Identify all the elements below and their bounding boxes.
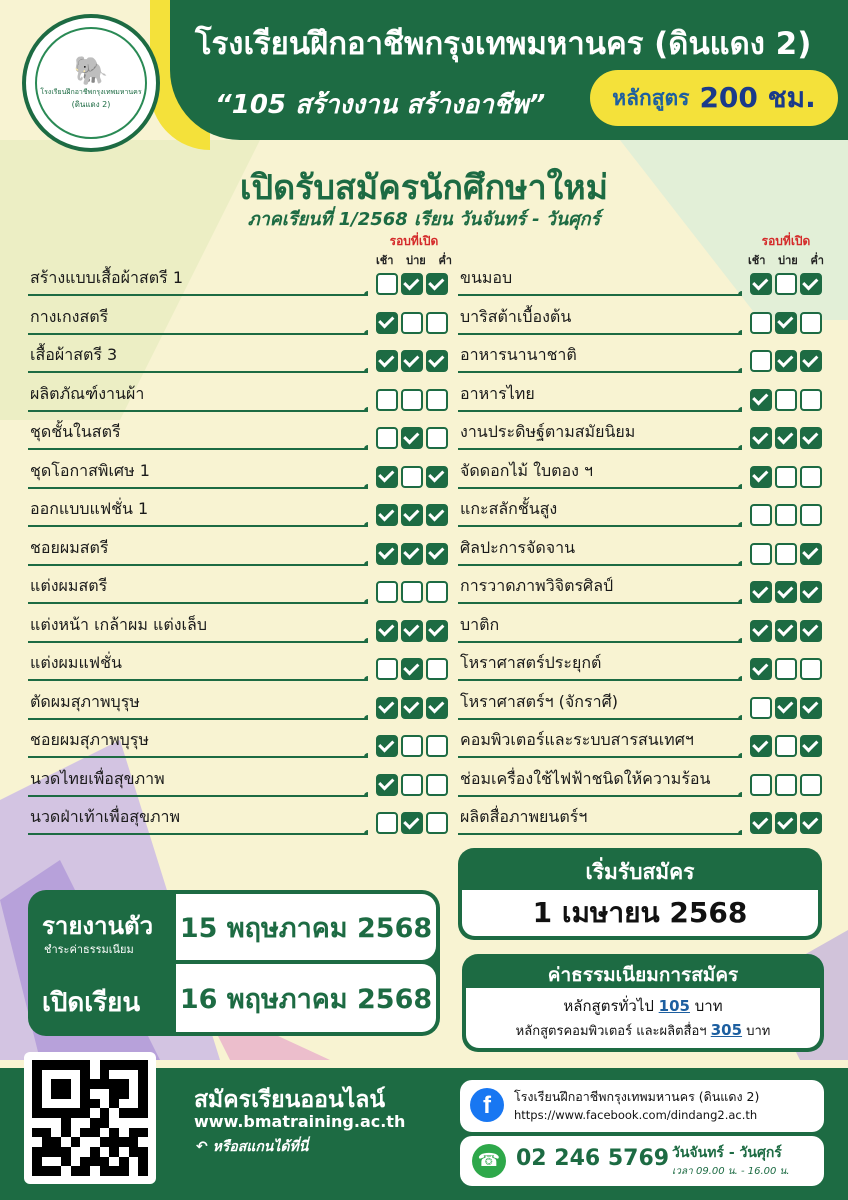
round-checkboxes <box>750 312 822 335</box>
course-name: งานประดิษฐ์ตามสมัยนิยม <box>458 420 742 450</box>
course-hours-badge <box>590 70 838 126</box>
round-morning-checkbox <box>376 312 398 334</box>
round-afternoon-checkbox <box>401 543 423 565</box>
round-morning-checkbox <box>376 273 398 295</box>
course-row <box>458 797 822 835</box>
round-evening: ค่ำ <box>810 254 824 267</box>
course-name: ขนมอบ <box>458 266 742 296</box>
round-checkboxes <box>750 350 822 373</box>
round-checkboxes <box>376 812 448 835</box>
arrow-icon: ↶ <box>196 1139 213 1155</box>
round-checkboxes <box>376 466 448 489</box>
report-date: 15 พฤษภาคม 2568 <box>176 894 436 960</box>
round-morning-checkbox <box>376 735 398 757</box>
round-morning-checkbox <box>750 273 772 295</box>
course-name: โหราศาสตร์ประยุกต์ <box>458 651 742 681</box>
round-evening-checkbox <box>426 812 448 834</box>
round-afternoon: บ่าย <box>406 254 426 267</box>
round-afternoon-checkbox <box>401 389 423 411</box>
facebook-url-link[interactable]: https://www.facebook.com/dindang2.ac.th <box>514 1108 758 1122</box>
start-panel <box>458 848 822 940</box>
facebook-card[interactable] <box>460 1080 824 1132</box>
round-morning: เช้า <box>748 254 766 267</box>
round-morning-checkbox <box>750 658 772 680</box>
phone-icon: ☎ <box>472 1144 506 1178</box>
round-evening-checkbox <box>800 350 822 372</box>
course-name: ชุดโอกาสพิเศษ 1 <box>28 459 368 489</box>
round-checkboxes <box>376 620 448 643</box>
round-morning-checkbox <box>750 774 772 796</box>
round-evening-checkbox <box>800 427 822 449</box>
round-checkboxes <box>750 427 822 450</box>
round-evening-checkbox <box>800 812 822 834</box>
round-checkboxes <box>750 735 822 758</box>
fee-general-amount: 105 <box>658 997 690 1015</box>
course-row <box>458 528 822 566</box>
round-afternoon-checkbox <box>401 658 423 680</box>
course-row <box>28 759 448 797</box>
round-label: รอบที่เปิด <box>761 234 811 248</box>
round-morning-checkbox <box>750 504 772 526</box>
round-checkboxes <box>376 427 448 450</box>
course-row <box>28 374 448 412</box>
round-afternoon-checkbox <box>775 735 797 757</box>
round-morning-checkbox <box>376 543 398 565</box>
course-name: ผลิตภัณฑ์งานผ้า <box>28 382 368 412</box>
round-afternoon-checkbox <box>775 273 797 295</box>
round-afternoon: บ่าย <box>778 254 798 267</box>
course-row <box>28 643 448 681</box>
round-evening-checkbox <box>800 504 822 526</box>
page-title: เปิดรับสมัครนักศึกษาใหม่ <box>239 168 609 208</box>
course-name: ชอยผมสุภาพบุรุษ <box>28 728 368 758</box>
round-morning-checkbox <box>750 697 772 719</box>
round-evening-checkbox <box>426 273 448 295</box>
course-name: นวดฝ่าเท้าเพื่อสุขภาพ <box>28 805 368 835</box>
round-evening-checkbox <box>426 427 448 449</box>
round-morning-checkbox <box>376 812 398 834</box>
round-morning-checkbox <box>750 427 772 449</box>
round-checkboxes <box>750 812 822 835</box>
facebook-icon: f <box>470 1088 504 1122</box>
round-checkboxes <box>750 581 822 604</box>
round-evening-checkbox <box>800 466 822 488</box>
course-name: บาติก <box>458 613 742 643</box>
round-checkboxes <box>750 543 822 566</box>
round-afternoon-checkbox <box>775 620 797 642</box>
round-evening-checkbox <box>800 312 822 334</box>
course-hours: 200 ชม. <box>699 81 816 114</box>
round-afternoon-checkbox <box>775 504 797 526</box>
course-row <box>458 489 822 527</box>
round-checkboxes <box>750 774 822 797</box>
fee-general-label: หลักสูตรทั่วไป <box>563 997 654 1015</box>
round-afternoon-checkbox <box>775 697 797 719</box>
fee-computer-label: หลักสูตรคอมพิวเตอร์ และผลิตสื่อฯ <box>515 1024 707 1039</box>
round-checkboxes <box>750 466 822 489</box>
course-row <box>28 412 448 450</box>
office-days: วันจันทร์ - วันศุกร์ <box>672 1145 782 1161</box>
course-row <box>458 759 822 797</box>
round-checkboxes <box>376 581 448 604</box>
round-checkboxes <box>376 312 448 335</box>
fee-unit: บาท <box>746 1024 771 1039</box>
register-url-link[interactable]: www.bmatraining.ac.th <box>194 1112 406 1131</box>
round-evening-checkbox <box>800 735 822 757</box>
round-checkboxes <box>376 735 448 758</box>
schedule-panel <box>28 890 440 1036</box>
scan-hint <box>196 1136 308 1158</box>
round-evening-checkbox <box>800 389 822 411</box>
round-evening-checkbox <box>426 350 448 372</box>
round-morning-checkbox <box>376 504 398 526</box>
round-label: รอบที่เปิด <box>389 234 439 248</box>
course-name: จัดดอกไม้ ใบตอง ฯ <box>458 459 742 489</box>
round-evening-checkbox <box>426 312 448 334</box>
round-morning-checkbox <box>376 697 398 719</box>
elephant-emblem-icon: 🐘 <box>73 54 109 87</box>
round-evening-checkbox <box>426 774 448 796</box>
register-online-label: สมัครเรียนออนไลน์ <box>194 1087 386 1113</box>
phone-card[interactable] <box>460 1136 824 1186</box>
course-row <box>458 335 822 373</box>
round-afternoon-checkbox <box>401 774 423 796</box>
start-label: เริ่มรับสมัคร <box>585 860 695 884</box>
course-row <box>458 258 822 296</box>
course-name: กางเกงสตรี <box>28 305 368 335</box>
round-checkboxes <box>376 658 448 681</box>
fee-label: ค่าธรรมเนียมการสมัคร <box>547 964 739 986</box>
round-evening-checkbox <box>800 658 822 680</box>
round-morning-checkbox <box>750 543 772 565</box>
course-row <box>28 258 448 296</box>
round-morning-checkbox <box>376 774 398 796</box>
round-evening-checkbox <box>426 543 448 565</box>
round-checkboxes <box>376 273 448 296</box>
course-row <box>458 451 822 489</box>
course-name: ผลิตสื่อภาพยนตร์ฯ <box>458 805 742 835</box>
course-row <box>458 297 822 335</box>
round-checkboxes <box>750 658 822 681</box>
slogan: “105 สร้างงาน สร้างอาชีพ” <box>215 90 546 120</box>
round-afternoon-checkbox <box>401 812 423 834</box>
round-checkboxes <box>750 620 822 643</box>
course-name: อาหารนานาชาติ <box>458 343 742 373</box>
round-afternoon-checkbox <box>775 312 797 334</box>
round-morning-checkbox <box>750 350 772 372</box>
fee-unit: บาท <box>694 997 723 1015</box>
round-afternoon-checkbox <box>401 581 423 603</box>
round-evening-checkbox <box>800 273 822 295</box>
round-afternoon-checkbox <box>775 812 797 834</box>
round-evening-checkbox <box>426 620 448 642</box>
round-evening-checkbox <box>800 697 822 719</box>
round-morning-checkbox <box>376 466 398 488</box>
round-evening-checkbox <box>426 658 448 680</box>
course-name: แต่งหน้า เกล้าผม แต่งเล็บ <box>28 613 368 643</box>
start-date: 1 เมษายน 2568 <box>462 890 818 936</box>
round-evening: ค่ำ <box>438 254 452 267</box>
round-evening-checkbox <box>800 774 822 796</box>
round-afternoon-checkbox <box>401 273 423 295</box>
office-hours: เวลา 09.00 น. - 16.00 น. <box>672 1166 790 1177</box>
round-evening-checkbox <box>800 620 822 642</box>
phone-number[interactable]: 02 246 5769 <box>516 1146 670 1171</box>
open-date: 16 พฤษภาคม 2568 <box>176 964 436 1032</box>
fee-panel <box>462 954 824 1052</box>
round-checkboxes <box>376 504 448 527</box>
course-row <box>458 643 822 681</box>
round-afternoon-checkbox <box>401 312 423 334</box>
round-morning-checkbox <box>750 466 772 488</box>
round-afternoon-checkbox <box>401 466 423 488</box>
round-evening-checkbox <box>426 697 448 719</box>
course-name: เสื้อผ้าสตรี 3 <box>28 343 368 373</box>
course-row <box>458 720 822 758</box>
course-row <box>28 297 448 335</box>
course-name: การวาดภาพวิจิตรศิลป์ <box>458 574 742 604</box>
round-afternoon-checkbox <box>775 389 797 411</box>
report-label: รายงานตัว <box>42 912 154 940</box>
course-row <box>28 720 448 758</box>
course-name: ศิลปะการจัดจาน <box>458 536 742 566</box>
round-evening-checkbox <box>800 581 822 603</box>
round-afternoon-checkbox <box>775 774 797 796</box>
logo-text: โรงเรียนฝึกอาชีพกรุงเทพมหานคร <box>40 88 142 96</box>
course-row <box>28 682 448 720</box>
course-name: โหราศาสตร์ฯ (จักราศี) <box>458 690 742 720</box>
report-sublabel: ชำระค่าธรรมเนียม <box>44 943 134 956</box>
round-afternoon-checkbox <box>401 427 423 449</box>
course-name: แต่งผมสตรี <box>28 574 368 604</box>
round-morning-checkbox <box>750 735 772 757</box>
round-evening-checkbox <box>426 389 448 411</box>
qr-code-pattern <box>32 1060 148 1176</box>
round-afternoon-checkbox <box>775 543 797 565</box>
round-evening-checkbox <box>800 543 822 565</box>
course-row <box>458 566 822 604</box>
course-row <box>458 682 822 720</box>
course-name: แกะสลักชั้นสูง <box>458 497 742 527</box>
course-name: ออกแบบแฟชั่น 1 <box>28 497 368 527</box>
course-name: ชุดชั้นในสตรี <box>28 420 368 450</box>
round-morning-checkbox <box>376 620 398 642</box>
round-evening-checkbox <box>426 504 448 526</box>
school-logo <box>22 14 160 152</box>
round-checkboxes <box>750 697 822 720</box>
open-label: เปิดเรียน <box>42 988 141 1018</box>
round-afternoon-checkbox <box>401 735 423 757</box>
round-morning-checkbox <box>750 581 772 603</box>
round-morning-checkbox <box>376 389 398 411</box>
course-row <box>458 605 822 643</box>
round-afternoon-checkbox <box>401 620 423 642</box>
course-row <box>28 451 448 489</box>
round-checkboxes <box>376 697 448 720</box>
round-morning-checkbox <box>376 581 398 603</box>
round-morning-checkbox <box>750 389 772 411</box>
course-name: แต่งผมแฟชั่น <box>28 651 368 681</box>
round-afternoon-checkbox <box>775 658 797 680</box>
course-name: นวดไทยเพื่อสุขภาพ <box>28 767 368 797</box>
round-morning-checkbox <box>750 620 772 642</box>
course-name: คอมพิวเตอร์และระบบสารสนเทศฯ <box>458 728 742 758</box>
round-afternoon-checkbox <box>775 466 797 488</box>
round-morning-checkbox <box>376 427 398 449</box>
round-afternoon-checkbox <box>775 350 797 372</box>
course-row <box>28 566 448 604</box>
round-afternoon-checkbox <box>401 350 423 372</box>
round-afternoon-checkbox <box>775 581 797 603</box>
round-morning-checkbox <box>750 312 772 334</box>
round-evening-checkbox <box>426 581 448 603</box>
course-row <box>28 335 448 373</box>
round-evening-checkbox <box>426 735 448 757</box>
round-afternoon-checkbox <box>775 427 797 449</box>
course-name: อาหารไทย <box>458 382 742 412</box>
course-row <box>28 797 448 835</box>
page-subtitle: ภาคเรียนที่ 1/2568 เรียน วันจันทร์ - วันศุกร์ <box>247 209 601 230</box>
course-name: ช่อมเครื่องใช้ไฟฟ้าชนิดให้ความร้อน <box>458 767 742 797</box>
round-morning-checkbox <box>376 350 398 372</box>
fee-computer-amount: 305 <box>710 1021 743 1039</box>
round-checkboxes <box>750 389 822 412</box>
course-name: ชอยผมสตรี <box>28 536 368 566</box>
course-row <box>28 605 448 643</box>
round-morning: เช้า <box>376 254 394 267</box>
course-row <box>28 528 448 566</box>
course-name: บาริสต้าเบื้องต้น <box>458 305 742 335</box>
round-morning-checkbox <box>376 658 398 680</box>
round-checkboxes <box>750 504 822 527</box>
round-checkboxes <box>376 774 448 797</box>
scan-hint-text: หรือสแกนได้ที่นี่ <box>212 1139 309 1155</box>
round-afternoon-checkbox <box>401 504 423 526</box>
course-name: สร้างแบบเสื้อผ้าสตรี 1 <box>28 266 368 296</box>
facebook-page-name: โรงเรียนฝึกอาชีพกรุงเทพมหานคร (ดินแดง 2) <box>514 1089 760 1104</box>
course-row <box>458 374 822 412</box>
course-row <box>458 412 822 450</box>
course-name: ตัดผมสุภาพบุรุษ <box>28 690 368 720</box>
round-checkboxes <box>376 350 448 373</box>
round-morning-checkbox <box>750 812 772 834</box>
course-label: หลักสูตร <box>612 85 690 110</box>
round-evening-checkbox <box>426 466 448 488</box>
round-afternoon-checkbox <box>401 697 423 719</box>
course-row <box>28 489 448 527</box>
qr-code[interactable] <box>24 1052 156 1184</box>
round-checkboxes <box>750 273 822 296</box>
round-checkboxes <box>376 389 448 412</box>
round-checkboxes <box>376 543 448 566</box>
logo-subtext: (ดินแดง 2) <box>71 100 111 109</box>
school-name: โรงเรียนฝึกอาชีพกรุงเทพมหานคร (ดินแดง 2) <box>195 26 812 62</box>
